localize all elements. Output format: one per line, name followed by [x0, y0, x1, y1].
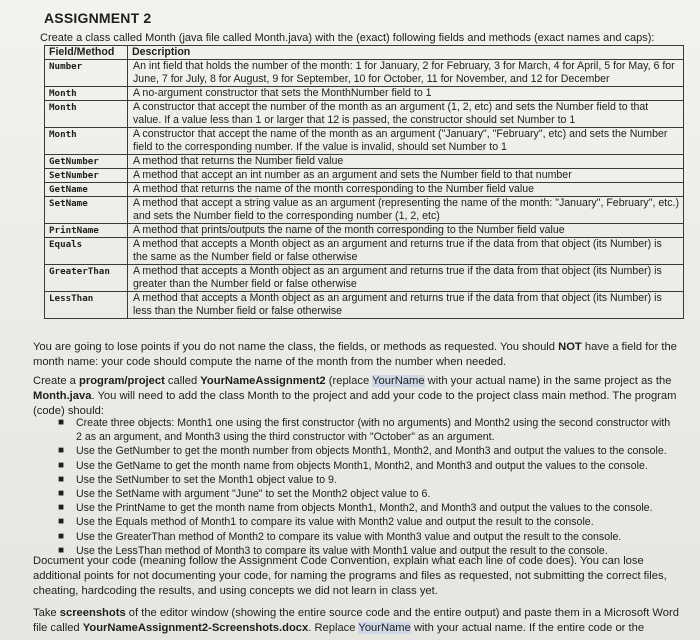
- yourname-highlight: YourName: [358, 622, 411, 634]
- text-segment: called: [164, 375, 201, 387]
- month-java-label: Month.java: [33, 390, 92, 402]
- page-title: ASSIGNMENT 2: [44, 10, 152, 26]
- project-name: YourNameAssignment2: [200, 375, 326, 387]
- bullet-icon: ■: [58, 530, 65, 542]
- field-name: Number: [45, 60, 128, 87]
- field-description: An int field that holds the number of the month: 1 for January, 2 for February, 3 for March, 4 for April, 5 for May, 6 for June, 7 for July, 8 for August, 9 for September, 10 for October, 11 for November, and 12 for December: [128, 60, 684, 87]
- docx-filename: YourNameAssignment2-Screenshots.docx: [82, 622, 309, 634]
- text-segment: of the editor window (showing the entire source code and the entire output) and paste them in a Microsoft Word file called: [33, 607, 679, 634]
- program-project-label: program/project: [79, 375, 165, 387]
- field-name: Month: [45, 128, 128, 155]
- bullet-icon: ■: [58, 459, 65, 471]
- text-segment: You are going to lose points if you do not name the class, the fields, or methods as requested. You should: [33, 341, 559, 353]
- table-row: [45, 292, 684, 319]
- bullet-icon: ■: [58, 445, 65, 457]
- list-item: [38, 487, 678, 501]
- table-row: [45, 224, 684, 238]
- field-description: A method that accepts a Month object as an argument and returns true if the data from that object (its Number) is the same as the Number field or false otherwise: [128, 238, 684, 265]
- screenshots-label: screenshots: [59, 607, 126, 619]
- table-row: [45, 169, 684, 183]
- list-item: [38, 459, 678, 473]
- table-row: [45, 265, 684, 292]
- field-name: SetName: [45, 197, 128, 224]
- step-text: Use the LessThan method of Month3 to compare its value with Month1 value and output the result to the console.: [76, 544, 608, 557]
- program-steps-list: [38, 416, 678, 558]
- field-name: GreaterThan: [45, 265, 128, 292]
- field-name: PrintName: [45, 224, 128, 238]
- list-item: [38, 473, 678, 487]
- step-text: Use the SetNumber to set the Month1 object value to 9.: [76, 473, 337, 486]
- bullet-icon: ■: [58, 417, 65, 428]
- header-field-method: Field/Method: [45, 46, 128, 60]
- table-row: [45, 155, 684, 169]
- table-header-row: [45, 46, 684, 60]
- step-text: Use the SetName with argument "June" to set the Month2 object value to 6.: [76, 488, 431, 501]
- text-segment: Take: [33, 607, 60, 619]
- field-description: A constructor that accept the number of the month as an argument (1, 2, etc) and sets the Number field to that value. If a value less than 1 or larger that 12 is passed, the constructor should set Number to 1: [128, 101, 684, 128]
- field-description: A method that returns the name of the month corresponding to the Number field value: [128, 183, 684, 197]
- table-row: [45, 101, 684, 128]
- field-name: Month: [45, 87, 128, 101]
- bullet-icon: ■: [58, 544, 65, 556]
- field-name: Month: [45, 101, 128, 128]
- emphasis-not: NOT: [558, 341, 582, 353]
- field-description: A no-argument constructor that sets the MonthNumber field to 1: [128, 87, 684, 101]
- table-row: [45, 87, 684, 101]
- step-text: Use the Equals method of Month1 to compare its value with Month2 value and output the result to the console.: [76, 516, 594, 529]
- create-program-paragraph: [33, 374, 683, 419]
- bullet-icon: ■: [58, 488, 65, 500]
- text-segment: with your actual name) in the same project as the: [424, 375, 672, 387]
- bullet-icon: ■: [58, 516, 65, 528]
- bullet-icon: ■: [58, 502, 65, 514]
- table-row: [45, 183, 684, 197]
- text-segment: have a field for the month name: your code should compute the name of the month from the number when needed.: [33, 341, 677, 368]
- text-segment: with your actual name. If the entire code or the: [410, 622, 645, 634]
- list-item: [38, 515, 678, 529]
- field-description: A method that accept a string value as an argument (representing the name of the month: "January", February", etc.) and sets the Number field to the corresponding number (1, 2, etc): [128, 197, 684, 224]
- table-row: [45, 128, 684, 155]
- step-text: Use the PrintName to get the month name from objects Month1, Month2, and Month3 and output the values to the console.: [76, 502, 653, 515]
- step-text: Use the GreaterThan method of Month2 to compare its value with Month3 value and output the result to the console.: [76, 530, 622, 543]
- spec-table: [44, 45, 684, 319]
- field-description: A method that accepts a Month object as an argument and returns true if the data from that object (its Number) is less than the Number field or false otherwise: [128, 292, 684, 319]
- step-text: Use the GetNumber to get the month number from objects Month1, Month2, and Month3 and output the values to the console.: [76, 445, 667, 458]
- bullet-icon: ■: [58, 473, 65, 485]
- yourname-highlight: YourName: [372, 375, 425, 387]
- field-name: GetNumber: [45, 155, 128, 169]
- table-row: [45, 238, 684, 265]
- field-description: A method that prints/outputs the name of the month corresponding to the Number field value: [128, 224, 684, 238]
- table-row: [45, 197, 684, 224]
- field-name: SetNumber: [45, 169, 128, 183]
- field-description: A method that accept an int number as an argument and sets the Number field to that number: [128, 169, 684, 183]
- field-description: A method that accepts a Month object as an argument and returns true if the data from that object (its Number) is greater than the Number field or false otherwise: [128, 265, 684, 292]
- field-name: GetName: [45, 183, 128, 197]
- field-description: A constructor that accept the name of the month as an argument ("January", "February", etc) and sets the Number field to the corresponding number. If the value is invalid, should set Number to 1: [128, 128, 684, 155]
- list-item: [38, 501, 678, 515]
- text-segment: Create a: [33, 375, 80, 387]
- step-text: Use the GetName to get the month name from objects Month1, Month2, and Month3 and output the values to the console.: [76, 459, 648, 472]
- text-segment: . You will need to add the class Month to the project and add your code to the project class main method. The program (code) should:: [33, 390, 677, 417]
- list-item: [38, 530, 678, 544]
- table-row: [45, 60, 684, 87]
- field-description: A method that returns the Number field value: [128, 155, 684, 169]
- field-name: Equals: [45, 238, 128, 265]
- screenshots-paragraph: [33, 606, 683, 636]
- intro-text: Create a class called Month (java file called Month.java) with the (exact) following fields and methods (exact names and caps):: [40, 32, 655, 44]
- text-segment: (replace: [325, 375, 373, 387]
- naming-warning-paragraph: [33, 340, 683, 370]
- header-description: Description: [128, 46, 684, 60]
- list-item: [38, 444, 678, 458]
- field-name: LessThan: [45, 292, 128, 319]
- documentation-paragraph: Document your code (meaning follow the Assignment Code Convention, explain what each line of code does). You can lose additional points for not documenting your code, for naming the programs and files as requested, not submitting the correct files, cheating, hardcoding the results, and using concepts we did not learn in class yet.: [33, 555, 667, 597]
- list-item: [38, 416, 678, 444]
- step-text: Create three objects: Month1 one using the first constructor (with no arguments) and Month2 using the second constructor with 2 as an argument, and Month3 using the third constructor with "October" as an argument.: [76, 417, 671, 444]
- text-segment: . Replace: [308, 622, 359, 634]
